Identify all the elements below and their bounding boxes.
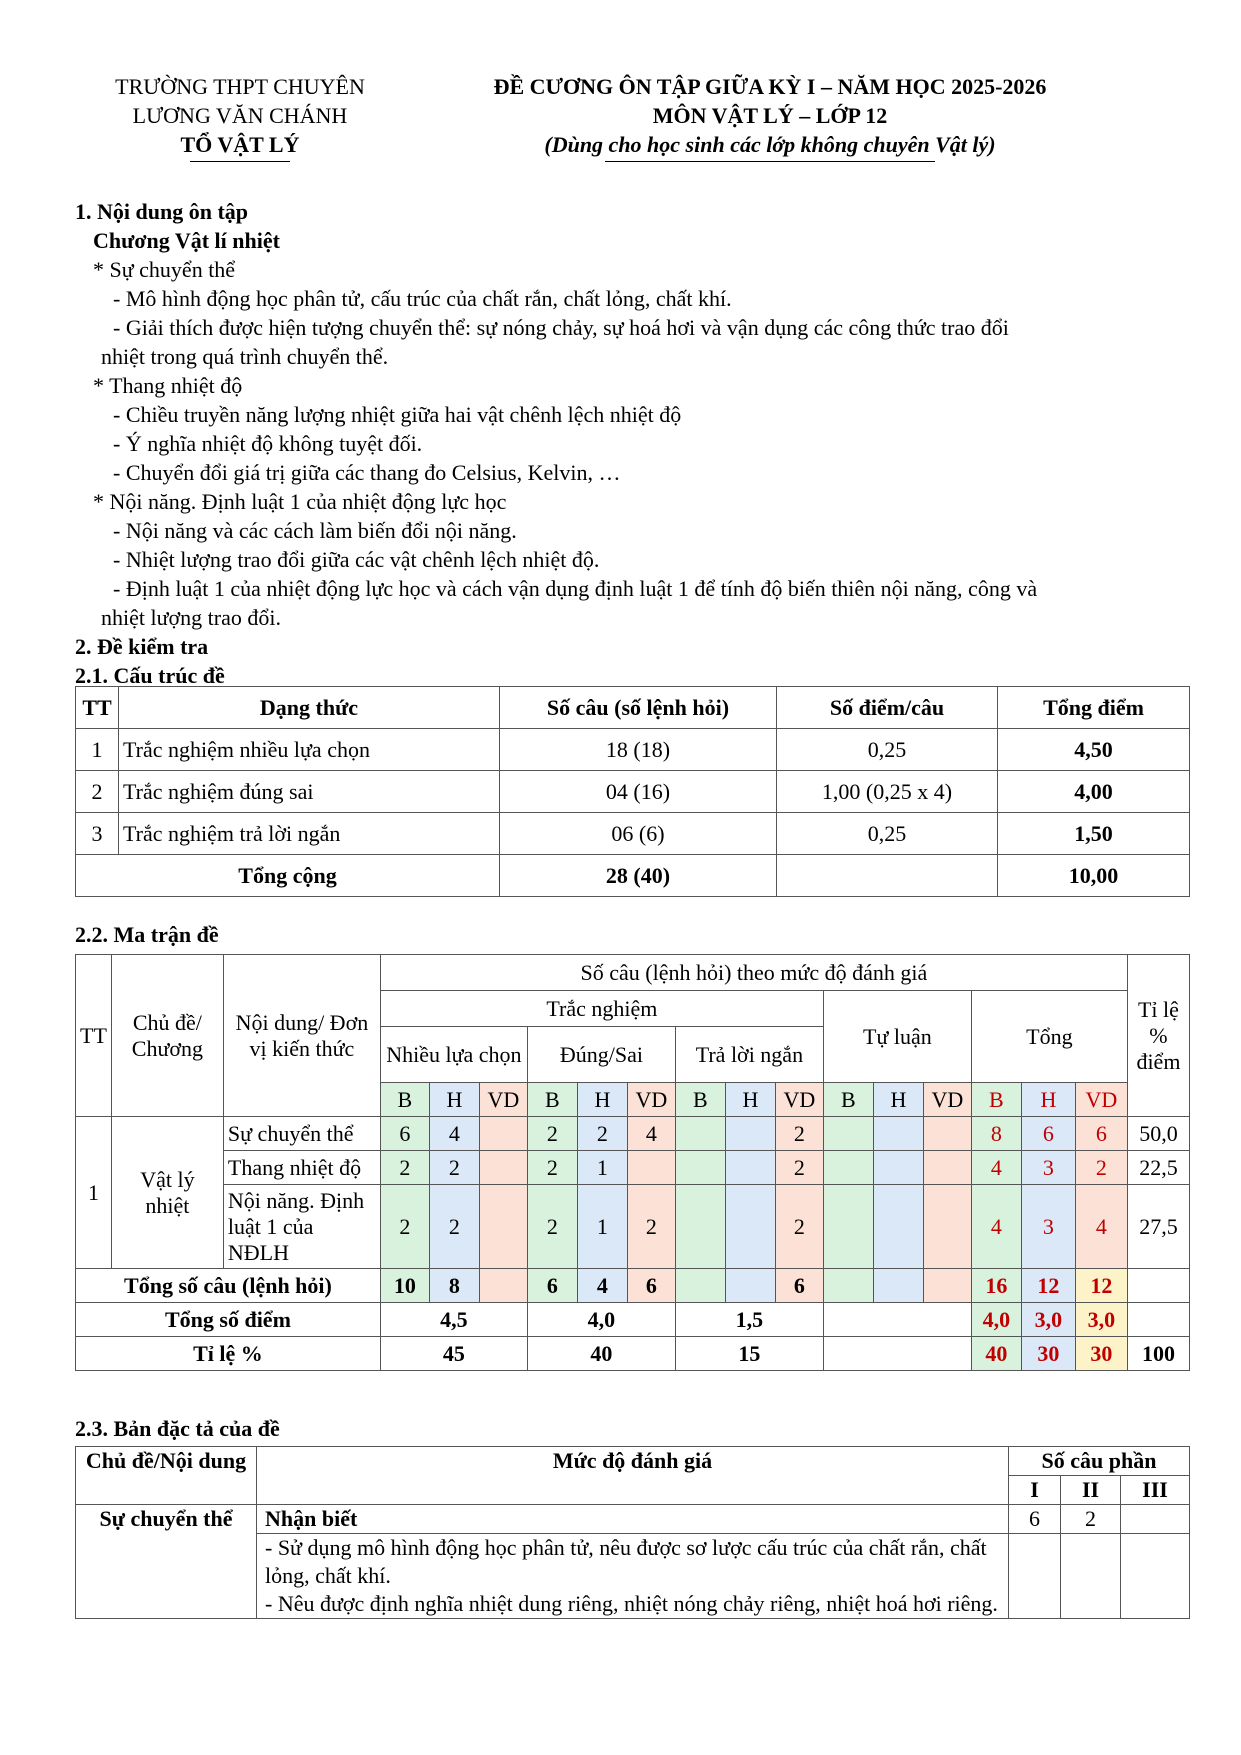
department-name: TỔ VẬT LÝ [180, 132, 300, 157]
matrix-cell: 2 [775, 1117, 823, 1151]
matrix-total-cell: 4 [577, 1269, 627, 1303]
table-total-row [76, 855, 1190, 897]
table-cell: 1,50 [998, 813, 1190, 855]
table-cell: 0,25 [777, 729, 998, 771]
topic-heading: * Sự chuyển thể [93, 257, 236, 282]
table-cell: 1,00 (0,25 x 4) [777, 771, 998, 813]
matrix-total-cell: 6 [527, 1269, 577, 1303]
column-header: Tổng điểm [998, 687, 1190, 729]
matrix-total-cell [725, 1269, 775, 1303]
matrix-cell: 8 [971, 1117, 1021, 1151]
spec-line: - Sử dụng mô hình động học phân tử, nêu được sơ lược cấu trúc của chất rắn, chất lỏng, chất khí. [265, 1535, 987, 1588]
matrix-total-cell: 12 [1021, 1269, 1075, 1303]
spec-level: Nhận biết [257, 1505, 1009, 1534]
total-label: Tổng cộng [76, 855, 500, 897]
table-row [76, 729, 1190, 771]
table-cell [777, 855, 998, 897]
level-header: H [873, 1083, 923, 1117]
topic-heading: * Nội năng. Định luật 1 của nhiệt động lực học [93, 489, 507, 514]
matrix-cell: 3 [1021, 1185, 1075, 1269]
matrix-total-cell: 45 [380, 1337, 527, 1371]
school-name-line2: LƯƠNG VĂN CHÁNH [132, 103, 348, 128]
matrix-total-cell: 30 [1021, 1337, 1075, 1371]
spec-count [1121, 1534, 1190, 1619]
matrix-cell [873, 1151, 923, 1185]
matrix-cell [823, 1117, 873, 1151]
table-cell: 28 (40) [500, 855, 777, 897]
row-content: Nội năng. Định luật 1 của NĐLH [223, 1185, 380, 1269]
row-content: Sự chuyển thể [223, 1117, 380, 1151]
level-header: H [429, 1083, 479, 1117]
column-header: III [1121, 1476, 1190, 1505]
matrix-cell: 4 [971, 1151, 1021, 1185]
section-heading: 1. Nội dung ôn tập [75, 199, 249, 224]
matrix-cell: 6 [380, 1117, 429, 1151]
matrix-total-cell: 4,5 [380, 1303, 527, 1337]
matrix-ratio: 22,5 [1127, 1151, 1189, 1185]
table-row [76, 813, 1190, 855]
school-name-line1: TRƯỜNG THPT CHUYÊN [115, 74, 365, 99]
table-cell: 2 [76, 771, 119, 813]
table-cell: 1 [76, 729, 119, 771]
spec-count [1121, 1505, 1190, 1534]
exam-matrix-table [75, 954, 1190, 1371]
matrix-total-cell: 12 [1075, 1269, 1127, 1303]
exam-structure-table [75, 686, 1190, 897]
column-header: Tự luận [823, 991, 971, 1083]
matrix-cell [675, 1151, 725, 1185]
matrix-total-cell: 6 [775, 1269, 823, 1303]
document-header [410, 72, 1130, 162]
matrix-cell: 4 [429, 1117, 479, 1151]
level-header: B [380, 1083, 429, 1117]
level-header: B [971, 1083, 1021, 1117]
matrix-total-cell: 40 [971, 1337, 1021, 1371]
matrix-total-cell: 100 [1127, 1337, 1189, 1371]
column-header: Số điểm/câu [777, 687, 998, 729]
table-cell: 4,00 [998, 771, 1190, 813]
level-header: VD [479, 1083, 527, 1117]
specification-table [75, 1446, 1190, 1619]
column-header: Dạng thức [119, 687, 500, 729]
audience-note: (Dùng cho học sinh các lớp không chuyên Vật lý) [544, 132, 996, 157]
matrix-total-cell [1127, 1303, 1189, 1337]
matrix-cell: 2 [429, 1151, 479, 1185]
column-header: Số câu (số lệnh hỏi) [500, 687, 777, 729]
matrix-total-cell [873, 1269, 923, 1303]
level-header: VD [775, 1083, 823, 1117]
matrix-total-cell [823, 1269, 873, 1303]
matrix-cell: 2 [775, 1185, 823, 1269]
matrix-total-cell: 8 [429, 1269, 479, 1303]
table-cell: Trắc nghiệm trả lời ngắn [119, 813, 500, 855]
row-content: Thang nhiệt độ [223, 1151, 380, 1185]
matrix-total-cell [823, 1337, 971, 1371]
matrix-total-cell: 40 [527, 1337, 675, 1371]
matrix-cell: 2 [380, 1185, 429, 1269]
level-header: B [527, 1083, 577, 1117]
matrix-cell [923, 1151, 971, 1185]
level-header: H [1021, 1083, 1075, 1117]
bullet-item: - Định luật 1 của nhiệt động lực học và cách vận dụng định luật 1 để tính độ biến thiên nội năng, công và [113, 576, 1038, 601]
column-header: Số câu (lệnh hỏi) theo mức độ đánh giá [380, 955, 1127, 991]
level-header: VD [627, 1083, 675, 1117]
matrix-cell: 2 [1075, 1151, 1127, 1185]
matrix-cell [725, 1117, 775, 1151]
table-cell: 0,25 [777, 813, 998, 855]
column-header: Đúng/Sai [527, 1027, 675, 1083]
matrix-cell [725, 1185, 775, 1269]
matrix-cell [479, 1185, 527, 1269]
column-header: Số câu phần [1009, 1447, 1190, 1476]
matrix-total-cell: 3,0 [1075, 1303, 1127, 1337]
matrix-total-cell: 4,0 [971, 1303, 1021, 1337]
column-header: Nhiều lựa chọn [380, 1027, 527, 1083]
spec-line: - Nêu được định nghĩa nhiệt dung riêng, nhiệt nóng chảy riêng, nhiệt hoá hơi riêng. [265, 1591, 998, 1616]
matrix-cell [873, 1117, 923, 1151]
matrix-cell: 2 [527, 1151, 577, 1185]
matrix-cell [725, 1151, 775, 1185]
matrix-total-cell: 3,0 [1021, 1303, 1075, 1337]
table-cell: Trắc nghiệm đúng sai [119, 771, 500, 813]
column-header: TT [76, 687, 119, 729]
table-row [76, 771, 1190, 813]
matrix-cell: 2 [577, 1117, 627, 1151]
row-number: 1 [76, 1117, 112, 1269]
subsection-heading: 2.2. Ma trận đề [75, 922, 219, 947]
total-label: Tổng số điểm [76, 1303, 381, 1337]
column-header: Tổng [971, 991, 1127, 1083]
column-header: Tỉ lệ % điểm [1127, 955, 1189, 1117]
matrix-total-cell: 15 [675, 1337, 823, 1371]
chapter-heading: Chương Vật lí nhiệt [93, 228, 280, 253]
matrix-cell: 4 [971, 1185, 1021, 1269]
bullet-item: - Giải thích được hiện tượng chuyển thể: sự nóng chảy, sự hoá hơi và vận dụng các công thức trao đổi [113, 315, 1009, 340]
matrix-total-cell [479, 1269, 527, 1303]
matrix-total-cell [823, 1303, 971, 1337]
table-cell: 3 [76, 813, 119, 855]
column-header: TT [76, 955, 112, 1117]
matrix-cell: 6 [1021, 1117, 1075, 1151]
title-underline [605, 161, 935, 162]
header-underline [190, 161, 290, 162]
spec-count: 2 [1061, 1505, 1121, 1534]
matrix-total-cell [675, 1269, 725, 1303]
topic-heading: * Thang nhiệt độ [93, 373, 243, 398]
matrix-cell: 6 [1075, 1117, 1127, 1151]
bullet-item: - Nội năng và các cách làm biến đổi nội năng. [113, 518, 517, 543]
column-header: Trắc nghiệm [380, 991, 823, 1027]
total-label: Tổng số câu (lệnh hỏi) [76, 1269, 381, 1303]
level-header: VD [1075, 1083, 1127, 1117]
matrix-total-cell [923, 1269, 971, 1303]
matrix-cell [479, 1117, 527, 1151]
column-header: Nội dung/ Đơn vị kiến thức [223, 955, 380, 1117]
column-header: Chủ đề/ Chương [111, 955, 223, 1117]
table-cell: Trắc nghiệm nhiều lựa chọn [119, 729, 500, 771]
matrix-cell [823, 1151, 873, 1185]
column-header: II [1061, 1476, 1121, 1505]
matrix-cell: 2 [775, 1151, 823, 1185]
matrix-cell [923, 1185, 971, 1269]
subsection-heading: 2.3. Bản đặc tả của đề [75, 1416, 280, 1441]
matrix-ratio: 50,0 [1127, 1117, 1189, 1151]
matrix-cell [923, 1117, 971, 1151]
level-header: VD [923, 1083, 971, 1117]
matrix-cell [873, 1185, 923, 1269]
bullet-item: - Chiều truyền năng lượng nhiệt giữa hai vật chênh lệch nhiệt độ [113, 402, 682, 427]
matrix-cell [823, 1185, 873, 1269]
spec-count [1009, 1534, 1061, 1619]
matrix-total-cell: 6 [627, 1269, 675, 1303]
table-cell: 18 (18) [500, 729, 777, 771]
level-header: B [675, 1083, 725, 1117]
subject-title: MÔN VẬT LÝ – LỚP 12 [652, 103, 888, 128]
matrix-total-cell: 4,0 [527, 1303, 675, 1337]
matrix-cell [627, 1151, 675, 1185]
bullet-item: - Ý nghĩa nhiệt độ không tuyệt đối. [113, 431, 423, 456]
table-header-row [76, 687, 1190, 729]
matrix-total-cell: 30 [1075, 1337, 1127, 1371]
spec-count: 6 [1009, 1505, 1061, 1534]
bullet-item: - Chuyển đổi giá trị giữa các thang đo Celsius, Kelvin, … [113, 460, 621, 485]
matrix-total-cell [1127, 1269, 1189, 1303]
matrix-cell [675, 1185, 725, 1269]
matrix-cell: 4 [627, 1117, 675, 1151]
subsection-heading: 2.1. Cấu trúc đề [75, 663, 225, 688]
school-header [80, 72, 400, 162]
document-title: ĐỀ CƯƠNG ÔN TẬP GIỮA KỲ I – NĂM HỌC 2025-2026 [493, 74, 1047, 99]
level-header: H [725, 1083, 775, 1117]
review-content [75, 197, 1165, 690]
level-header: H [577, 1083, 627, 1117]
matrix-total-cell: 16 [971, 1269, 1021, 1303]
table-cell: 04 (16) [500, 771, 777, 813]
matrix-cell [479, 1151, 527, 1185]
matrix-cell: 2 [380, 1151, 429, 1185]
matrix-total-cell: 1,5 [675, 1303, 823, 1337]
matrix-ratio: 27,5 [1127, 1185, 1189, 1269]
matrix-cell: 1 [577, 1185, 627, 1269]
column-header: Trả lời ngắn [675, 1027, 823, 1083]
matrix-cell: 2 [527, 1117, 577, 1151]
total-label: Tỉ lệ % [76, 1337, 381, 1371]
column-header: Chủ đề/Nội dung [76, 1447, 257, 1505]
table-cell: 4,50 [998, 729, 1190, 771]
bullet-item: - Mô hình động học phân tử, cấu trúc của chất rắn, chất lỏng, chất khí. [113, 286, 732, 311]
column-header: I [1009, 1476, 1061, 1505]
bullet-item-cont: nhiệt trong quá trình chuyển thể. [101, 344, 389, 369]
matrix-cell: 1 [577, 1151, 627, 1185]
matrix-cell: 3 [1021, 1151, 1075, 1185]
matrix-cell: 2 [429, 1185, 479, 1269]
column-header: Mức độ đánh giá [257, 1447, 1009, 1505]
bullet-item: - Nhiệt lượng trao đổi giữa các vật chênh lệch nhiệt độ. [113, 547, 600, 572]
section-heading: 2. Đề kiểm tra [75, 634, 209, 659]
matrix-total-cell: 10 [380, 1269, 429, 1303]
bullet-item-cont: nhiệt lượng trao đổi. [101, 605, 281, 630]
spec-topic: Sự chuyển thể [76, 1505, 257, 1619]
table-cell: 10,00 [998, 855, 1190, 897]
level-header: B [823, 1083, 873, 1117]
spec-description [257, 1534, 1009, 1619]
table-cell: 06 (6) [500, 813, 777, 855]
matrix-cell: 4 [1075, 1185, 1127, 1269]
matrix-cell: 2 [527, 1185, 577, 1269]
row-topic: Vật lý nhiệt [111, 1117, 223, 1269]
matrix-cell [675, 1117, 725, 1151]
spec-count [1061, 1534, 1121, 1619]
matrix-cell: 2 [627, 1185, 675, 1269]
